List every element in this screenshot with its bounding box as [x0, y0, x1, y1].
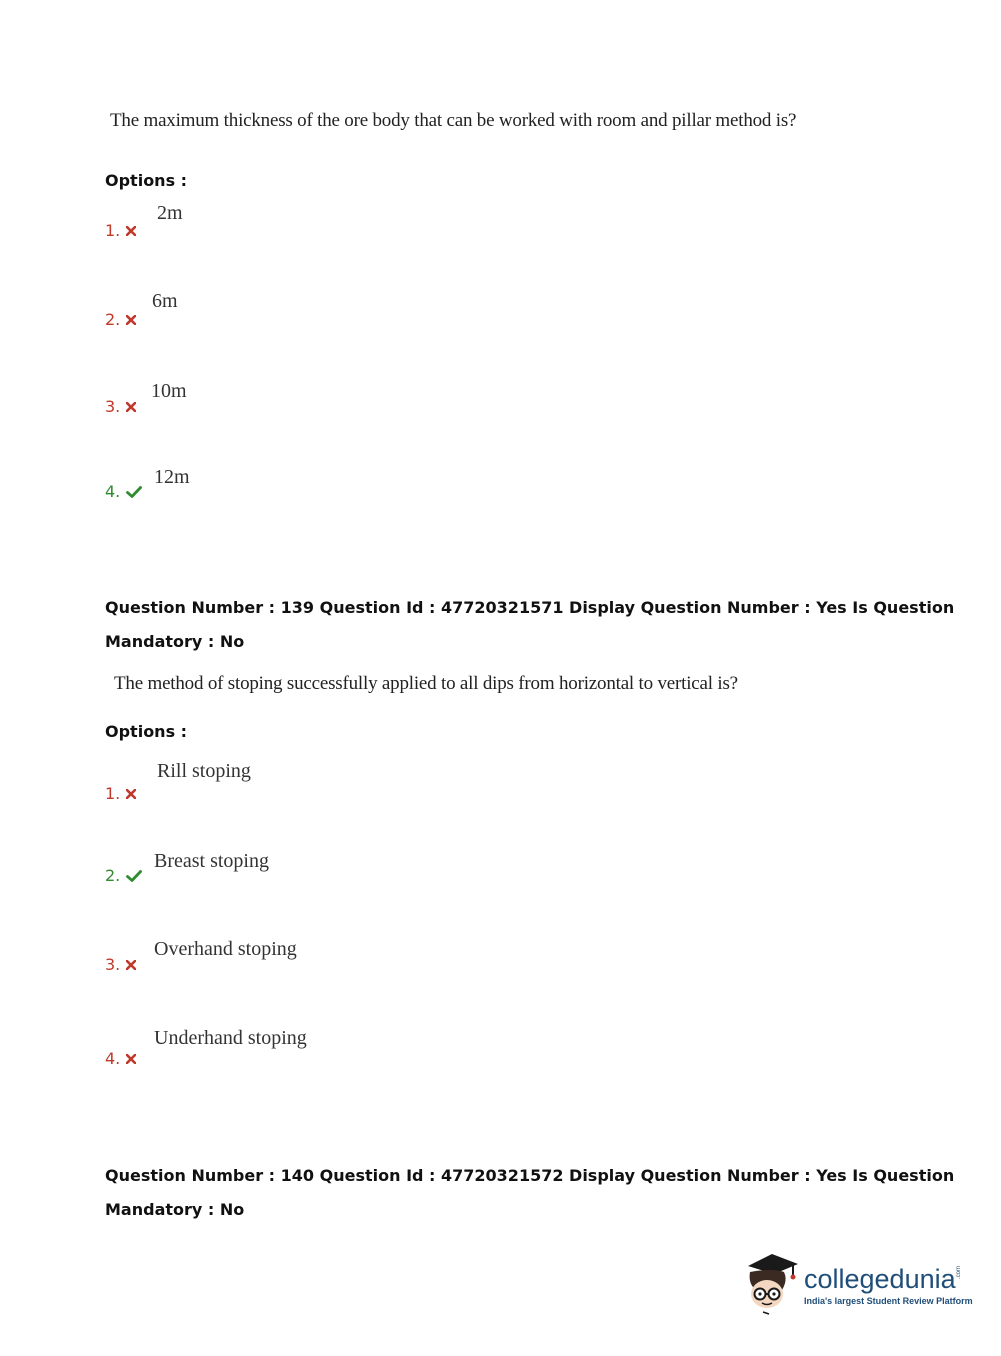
option-3-text: Overhand stoping: [154, 938, 297, 960]
option-number: 2.: [105, 866, 121, 885]
cross-icon: [126, 1054, 136, 1064]
check-icon: [126, 870, 142, 882]
option-number: 1.: [105, 784, 121, 803]
option-4-text: Underhand stoping: [154, 1027, 307, 1049]
question-meta: Question Number : 140 Question Id : 47720321572 Display Question Number : Yes Is Question: [105, 1166, 955, 1185]
options-label: Options :: [105, 722, 188, 741]
cross-icon: [126, 315, 136, 325]
option-4-text: 12m: [154, 466, 190, 488]
question-meta-mandatory: Mandatory : No: [105, 1200, 245, 1219]
option-4-marker: [105, 1049, 136, 1068]
option-number: 3.: [105, 955, 121, 974]
option-1-marker: [105, 784, 136, 803]
option-1-text: Rill stoping: [157, 760, 251, 782]
logo-wordmark: collegedunia: [804, 1264, 956, 1294]
option-number: 4.: [105, 482, 121, 501]
options-label: Options :: [105, 171, 188, 190]
collegedunia-logo: [742, 1250, 973, 1316]
option-3-marker: [105, 955, 136, 974]
option-number: 3.: [105, 397, 121, 416]
option-2-marker: [105, 866, 142, 885]
question-text: The method of stoping successfully applied to all dips from horizontal to vertical is?: [114, 673, 738, 694]
option-number: 2.: [105, 310, 121, 329]
option-number: 1.: [105, 221, 121, 240]
question-text: The maximum thickness of the ore body that can be worked with room and pillar method is?: [110, 110, 797, 131]
mascot-icon: [742, 1250, 800, 1316]
option-1-text: 2m: [157, 202, 183, 224]
option-1-marker: [105, 221, 136, 240]
option-3-text: 10m: [151, 380, 187, 402]
option-2-text: Breast stoping: [154, 850, 269, 872]
question-meta-mandatory: Mandatory : No: [105, 632, 245, 651]
cross-icon: [126, 402, 136, 412]
option-3-marker: [105, 397, 136, 416]
check-icon: [126, 486, 142, 498]
cross-icon: [126, 226, 136, 236]
option-number: 4.: [105, 1049, 121, 1068]
option-2-text: 6m: [152, 290, 178, 312]
logo-com: .com: [955, 1266, 962, 1280]
question-meta: Question Number : 139 Question Id : 47720321571 Display Question Number : Yes Is Question: [105, 598, 955, 617]
logo-tagline: India's largest Student Review Platform: [804, 1296, 973, 1306]
cross-icon: [126, 789, 136, 799]
option-2-marker: [105, 310, 136, 329]
cross-icon: [126, 960, 136, 970]
option-4-marker: [105, 482, 142, 501]
